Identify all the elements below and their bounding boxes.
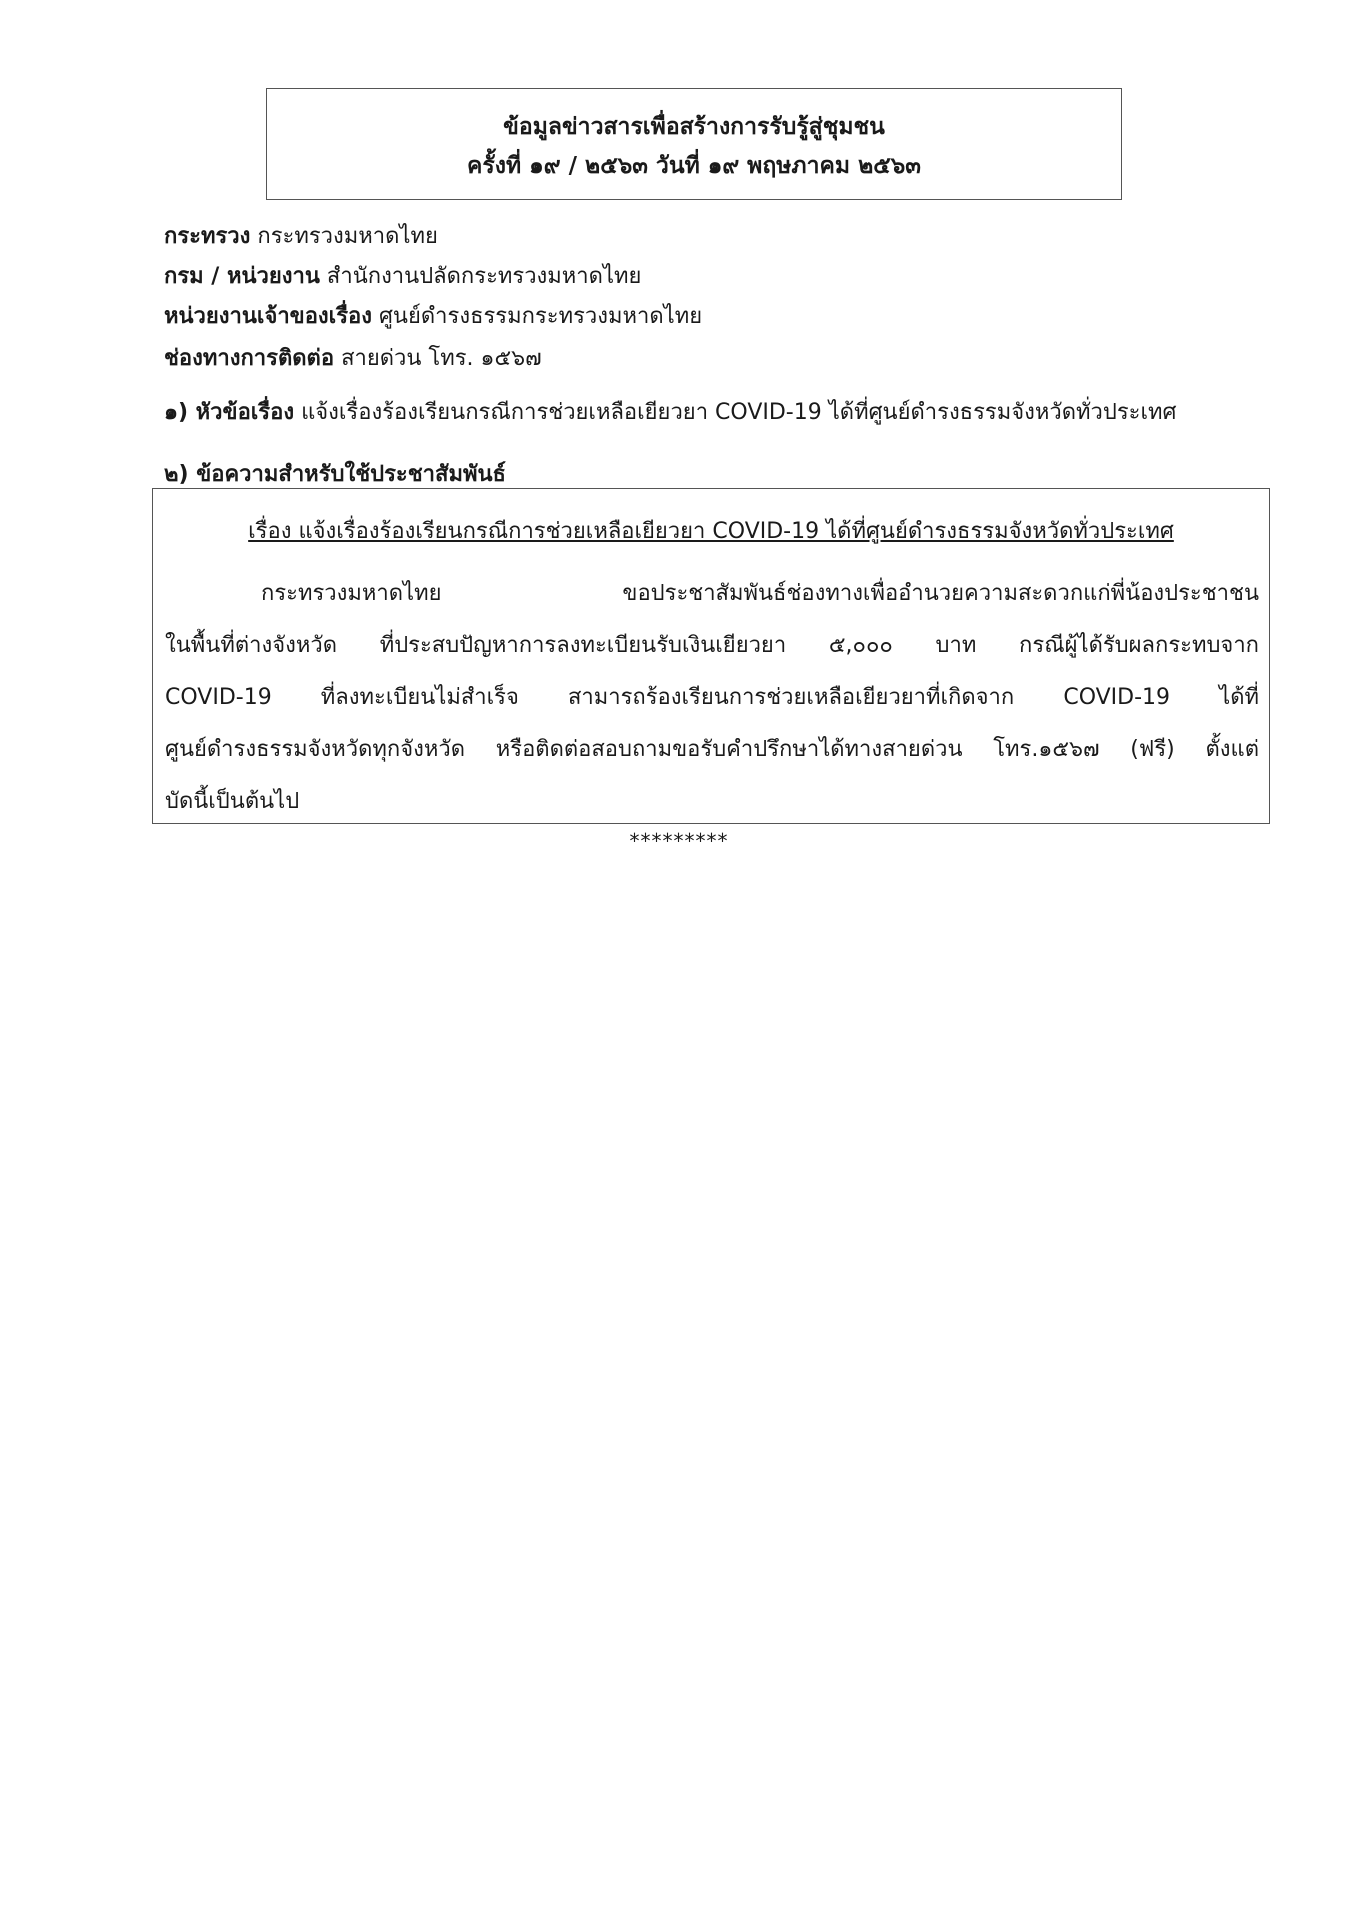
- end-of-document-mark: *********: [629, 829, 729, 853]
- meta-department-label: กรม / หน่วยงาน: [164, 264, 320, 289]
- section-subject: [164, 394, 1176, 429]
- meta-ministry-label: กระทรวง: [164, 224, 251, 249]
- section-subject-value: แจ้งเรื่องร้องเรียนกรณีการช่วยเหลือเยียวยา COVID-19 ได้ที่ศูนย์ดำรงธรรมจังหวัดทั่วประเทศ: [301, 400, 1177, 425]
- meta-department: [164, 258, 641, 293]
- press-release-title: เรื่อง แจ้งเรื่องร้องเรียนกรณีการช่วยเหลือเยียวยา COVID-19 ได้ที่ศูนย์ดำรงธรรมจังหวัดทั่วประเทศ: [248, 519, 1174, 544]
- section-subject-label: ๑) หัวข้อเรื่อง: [164, 400, 295, 425]
- document-title: ข้อมูลข่าวสารเพื่อสร้างการรับรู้สู่ชุมชน: [503, 114, 885, 140]
- meta-contact-label: ช่องทางการติดต่อ: [164, 346, 335, 371]
- meta-owner-value: ศูนย์ดำรงธรรมกระทรวงมหาดไทย: [378, 304, 703, 329]
- press-release-line: ศูนย์ดำรงธรรมจังหวัดทุกจังหวัด หรือติดต่อสอบถามขอรับคำปรึกษาได้ทางสายด่วน โทร.๑๕๖๗ (ฟรี) ตั้งแต่: [165, 737, 1259, 762]
- press-release-line: COVID-19 ที่ลงทะเบียนไม่สำเร็จ สามารถร้องเรียนการช่วยเหลือเยียวยาที่เกิดจาก COVID-19 ได้ที่: [165, 685, 1259, 710]
- meta-contact: [164, 340, 542, 375]
- meta-ministry-value: กระทรวงมหาดไทย: [257, 224, 438, 249]
- header-box: [266, 88, 1122, 200]
- document-issue-date: ครั้งที่ ๑๙ / ๒๕๖๓ วันที่ ๑๙ พฤษภาคม ๒๕๖๓: [467, 153, 921, 179]
- press-release-line: ในพื้นที่ต่างจังหวัด ที่ประสบปัญหาการลงทะเบียนรับเงินเยียวยา ๕,๐๐๐ บาท กรณีผู้ได้รับผลกระทบจาก: [165, 633, 1259, 658]
- press-release-box: [152, 488, 1270, 824]
- press-release-line: บัดนี้เป็นต้นไป: [165, 789, 300, 814]
- meta-ministry: [164, 218, 438, 253]
- meta-owner: [164, 298, 702, 333]
- meta-department-value: สำนักงานปลัดกระทรวงมหาดไทย: [326, 264, 642, 289]
- meta-owner-label: หน่วยงานเจ้าของเรื่อง: [164, 304, 372, 329]
- section-pr-heading: [164, 456, 506, 491]
- press-release-line: กระทรวงมหาดไทย ขอประชาสัมพันธ์ช่องทางเพื่ออำนวยความสะดวกแก่พี่น้องประชาชน: [261, 581, 1259, 606]
- meta-contact-value: สายด่วน โทร. ๑๕๖๗: [341, 346, 542, 371]
- section-pr-label: ๒) ข้อความสำหรับใช้ประชาสัมพันธ์: [164, 462, 506, 487]
